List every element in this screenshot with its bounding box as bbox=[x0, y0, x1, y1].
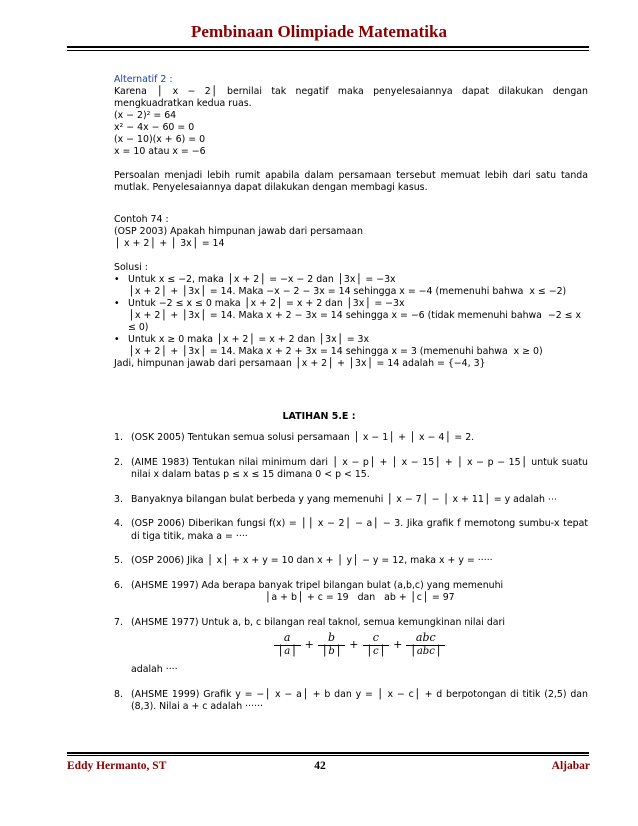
exercise-number: 8. bbox=[114, 688, 123, 700]
case-item bbox=[114, 298, 588, 334]
fraction bbox=[406, 632, 445, 658]
fraction bbox=[274, 632, 301, 658]
exercise-list bbox=[114, 432, 591, 726]
conclusion: Jadi, himpunan jawab dari persamaan ⎪x + 2⎪ + ⎪3x⎪ = 14 adalah = {−4, 3} bbox=[114, 358, 486, 369]
denominator: ⎪abc⎪ bbox=[406, 645, 445, 659]
exercise-number: 2. bbox=[114, 456, 123, 468]
denominator: ⎪a⎪ bbox=[274, 645, 301, 659]
plus-sign: + bbox=[304, 637, 314, 651]
exercise-item bbox=[114, 617, 588, 677]
exercise-item bbox=[114, 432, 588, 445]
case-item bbox=[114, 334, 588, 358]
exercise-item bbox=[114, 456, 591, 482]
footer-rule-thin bbox=[67, 755, 589, 756]
exercise-number: 1. bbox=[114, 432, 123, 443]
plus-sign: + bbox=[349, 637, 359, 651]
contoh-equation: ⎪ x + 2⎪ + ⎪ 3x⎪ = 14 bbox=[114, 238, 225, 249]
numerator: a bbox=[283, 631, 291, 644]
case-line: Untuk −2 ≤ x ≤ 0 maka ⎪x + 2⎪ = x + 2 dan ⎪3x⎪ = −3x bbox=[128, 298, 405, 309]
exercise-item bbox=[114, 580, 588, 605]
header-rule-thin bbox=[67, 50, 589, 51]
exercise-number: 4. bbox=[114, 518, 123, 529]
numerator: b bbox=[328, 631, 336, 644]
content-block bbox=[114, 74, 591, 370]
case-line: Untuk x ≤ −2, maka ⎪x + 2⎪ = −x − 2 dan ⎪3x⎪ = −3x bbox=[128, 274, 396, 285]
solusi-label: Solusi : bbox=[114, 262, 148, 273]
denominator: ⎪b⎪ bbox=[318, 645, 345, 659]
exercise-equation: ⎪a + b⎪ + c = 19 dan ab + ⎪c⎪ = 97 bbox=[264, 592, 455, 603]
footer-author: Eddy Hermanto, ST bbox=[67, 760, 167, 772]
exercise-item bbox=[114, 555, 588, 568]
exercise-item bbox=[114, 494, 588, 507]
case-item bbox=[114, 274, 588, 298]
case-line: ⎪x + 2⎪ + ⎪3x⎪ = 14. Maka x + 2 + 3x = 14 sehingga x = 3 (memenuhi bahwa x ≥ 0) bbox=[128, 346, 543, 357]
fraction-expression bbox=[131, 632, 588, 658]
contoh-label: Contoh 74 : bbox=[114, 214, 169, 225]
alternatif-label: Alternatif 2 : bbox=[114, 74, 173, 85]
equation-line: (x − 10)(x + 6) = 0 bbox=[114, 134, 206, 145]
exercise-number: 5. bbox=[114, 555, 123, 566]
exercise-text: (OSP 2006) Diberikan fungsi f(x) = ⎪⎪ x − 2⎪ − a⎪ − 3. Jika grafik f memotong sumbu-x tepat di tiga titik, maka a = ···· bbox=[131, 518, 591, 542]
exercise-text: Banyaknya bilangan bulat berbeda y yang memenuhi ⎪ x − 7⎪ − ⎪ x + 11⎪ = y adalah ⋯ bbox=[131, 493, 558, 505]
page-header-title: Pembinaan Olimpiade Matematika bbox=[191, 22, 447, 41]
exercise-text: (AHSME 1977) Untuk a, b, c bilangan real taknol, semua kemungkinan nilai dari bbox=[131, 616, 506, 628]
exercise-number: 3. bbox=[114, 493, 123, 505]
exercise-text: (AHSME 1997) Ada berapa banyak tripel bilangan bulat (a,b,c) yang memenuhi bbox=[131, 579, 504, 591]
case-line: Untuk x ≥ 0 maka ⎪x + 2⎪ = x + 2 dan ⎪3x⎪ = 3x bbox=[128, 334, 370, 345]
fraction bbox=[363, 632, 390, 658]
fraction bbox=[318, 632, 345, 658]
note-paragraph: Persoalan menjadi lebih rumit apabila dalam persamaan tersebut memuat lebih dari satu tanda mutlak. Penyelesaiannya dapat dilakukan dengan membagi kasus. bbox=[114, 170, 591, 193]
exercise-tail: adalah ···· bbox=[131, 664, 178, 675]
footer-rule bbox=[67, 752, 589, 754]
exercise-text: (OSK 2005) Tentukan semua solusi persamaan ⎪ x − 1⎪ + ⎪ x − 4⎪ = 2. bbox=[131, 432, 475, 443]
equation-line: x = 10 atau x = −6 bbox=[114, 146, 206, 157]
bullet-icon: • bbox=[114, 334, 120, 345]
equation-line: x² − 4x − 60 = 0 bbox=[114, 122, 195, 133]
latihan-title: LATIHAN 5.E : bbox=[282, 411, 356, 422]
bullet-icon: • bbox=[114, 298, 120, 309]
case-line: ⎪x + 2⎪ + ⎪3x⎪ = 14. Maka x + 2 − 3x = 14 sehingga x = −6 (tidak memenuhi bahwa −2 ≤ x ≤ 0) bbox=[128, 310, 585, 333]
numerator: abc bbox=[415, 631, 436, 644]
case-line: ⎪x + 2⎪ + ⎪3x⎪ = 14. Maka −x − 2 − 3x = 14 sehingga x = −4 (memenuhi bahwa x ≤ −2) bbox=[128, 286, 567, 297]
bullet-icon: • bbox=[114, 274, 120, 285]
numerator: c bbox=[372, 631, 379, 644]
exercise-item bbox=[114, 688, 591, 714]
contoh-question: (OSP 2003) Apakah himpunan jawab dari persamaan bbox=[114, 226, 363, 237]
exercise-number: 7. bbox=[114, 616, 123, 628]
alternatif-text: Karena ⎪ x − 2⎪ bernilai tak negatif maka penyelesaiannya dapat dilakukan dengan mengkuadratkan kedua ruas. bbox=[114, 86, 591, 109]
denominator: ⎪c⎪ bbox=[363, 645, 390, 659]
exercise-item bbox=[114, 518, 591, 543]
plus-sign: + bbox=[393, 637, 403, 651]
equation-line: (x − 2)² = 64 bbox=[114, 110, 177, 121]
page-number: 42 bbox=[314, 760, 326, 772]
exercise-text: (OSP 2006) Jika ⎪ x⎪ + x + y = 10 dan x + ⎪ y⎪ − y = 12, maka x + y = ····· bbox=[131, 555, 493, 566]
header-rule bbox=[67, 46, 589, 48]
exercise-text: (AIME 1983) Tentukan nilai minimum dari ⎪ x − p⎪ + ⎪ x − 15⎪ + ⎪ x − p − 15⎪ untuk suatu nilai x dalam batas p ≤ x ≤ 15 dimana 0 < p < 15. bbox=[131, 456, 591, 480]
footer-subject: Aljabar bbox=[551, 760, 590, 772]
exercise-text: (AHSME 1999) Grafik y = −⎪ x − a⎪ + b dan y = ⎪ x − c⎪ + d berpotongan di titik (2,5) dan (8,3). Nilai a + c adalah ······ bbox=[131, 688, 591, 712]
exercise-number: 6. bbox=[114, 579, 123, 591]
